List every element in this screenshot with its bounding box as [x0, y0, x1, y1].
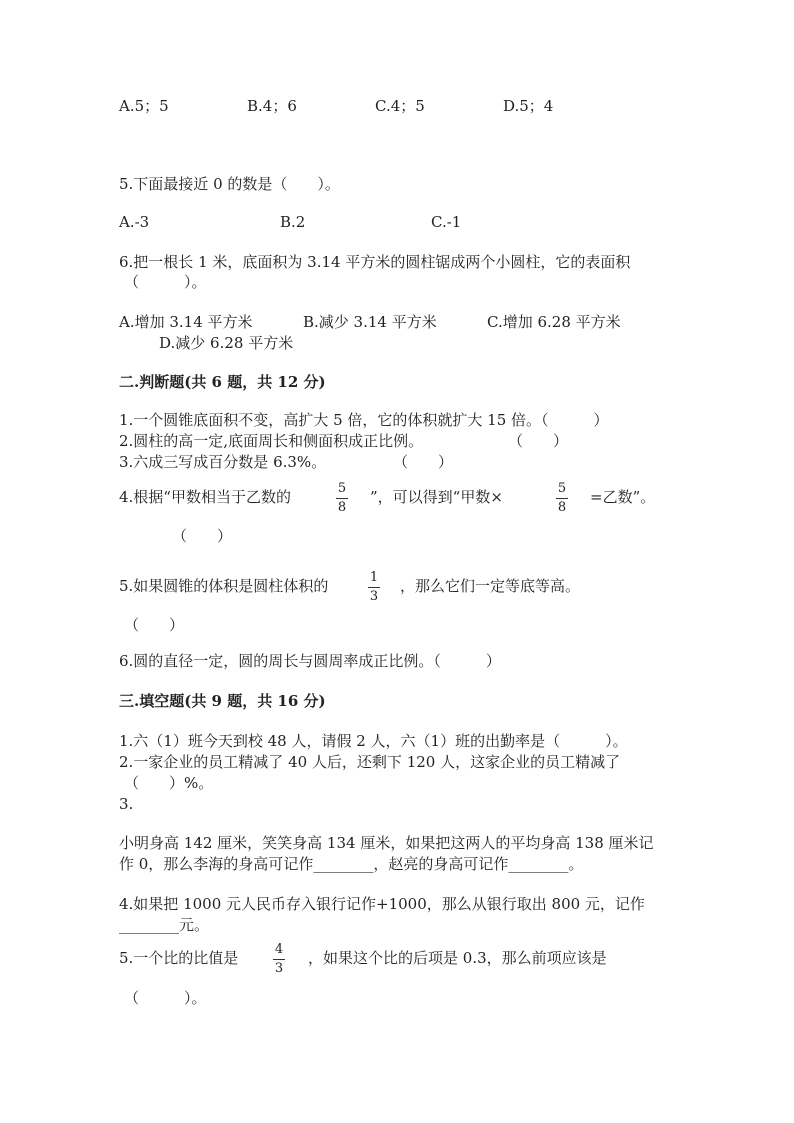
s3-item4-line2: ________元。	[119, 916, 210, 934]
s2-item5-part1: 5.如果圆锥的体积是圆柱体积的	[119, 577, 329, 595]
fraction-numerator: 4	[274, 942, 284, 957]
section3-heading: 三.填空题(共 9 题，共 16 分)	[119, 692, 326, 710]
fraction-numerator: 5	[557, 481, 567, 496]
s2-item5-fraction	[368, 571, 380, 604]
s3-item3-number: 3.	[119, 795, 134, 813]
q6-option-b: B.减少 3.14 平方米	[303, 313, 437, 331]
q4-option-a: A.5；5	[119, 97, 169, 115]
q4-option-d: D.5；4	[503, 97, 554, 115]
q5-stem: 5.下面最接近 0 的数是（ ）。	[119, 175, 340, 193]
s2-item4-fraction2	[556, 482, 568, 515]
s2-item4-part2: ”，可以得到“甲数×	[370, 488, 503, 506]
s3-item3-line2: 作 0，那么李海的身高可记作________，赵亮的身高可记作________。	[119, 855, 584, 873]
s3-item2-line1: 2.一家企业的员工精减了 40 人后，还剩下 120 人，这家企业的员工精减了	[119, 753, 621, 771]
s2-item4-part1: 4.根据“甲数相当于乙数的	[119, 488, 291, 506]
fraction-bar	[273, 959, 285, 960]
q4-option-b: B.4；6	[247, 97, 297, 115]
fraction-denominator: 8	[557, 500, 567, 515]
s3-item1: 1.六（1）班今天到校 48 人，请假 2 人，六（1）班的出勤率是（ ）。	[119, 732, 628, 750]
q6-option-a: A.增加 3.14 平方米	[119, 313, 253, 331]
q5-option-a: A.-3	[119, 213, 150, 231]
q6-option-c: C.增加 6.28 平方米	[487, 313, 621, 331]
q5-option-b: B.2	[280, 213, 306, 231]
q6-option-d: D.减少 6.28 平方米	[159, 334, 294, 352]
s2-item2-answer: （ ）	[508, 432, 569, 450]
section2-heading: 二.判断题(共 6 题，共 12 分)	[119, 373, 326, 391]
s3-item2-line2: （ ）%。	[124, 774, 214, 792]
q5-option-c: C.-1	[431, 213, 462, 231]
fraction-denominator: 3	[274, 961, 284, 976]
fraction-bar	[556, 498, 568, 499]
s2-item5-part2: ，那么它们一定等底等高。	[400, 577, 581, 595]
fraction-numerator: 5	[337, 481, 347, 496]
fraction-denominator: 3	[369, 589, 379, 604]
s2-item5-answer: （ ）	[124, 616, 185, 634]
s3-item5-part2: ，如果这个比的后项是 0.3，那么前项应该是	[308, 949, 607, 967]
s2-item3: 3.六成三写成百分数是 6.3%。	[119, 453, 327, 471]
s2-item4-fraction1	[336, 482, 348, 515]
q6-stem-line1: 6.把一根长 1 米，底面积为 3.14 平方米的圆柱锯成两个小圆柱，它的表面积	[119, 253, 631, 271]
s2-item2: 2.圆柱的高一定,底面周长和侧面积成正比例。	[119, 432, 424, 450]
s2-item4-part3: =乙数”。	[590, 488, 656, 506]
s3-item5-fraction	[273, 943, 285, 976]
s3-item3-line1: 小明身高 142 厘米，笑笑身高 134 厘米，如果把这两人的平均身高 138 厘米记	[119, 834, 654, 852]
fraction-numerator: 1	[369, 570, 379, 585]
s2-item3-answer: （ ）	[393, 453, 454, 471]
s2-item6: 6.圆的直径一定，圆的周长与圆周率成正比例。（ ）	[119, 652, 501, 670]
q4-option-c: C.4；5	[375, 97, 425, 115]
fraction-bar	[336, 498, 348, 499]
q6-stem-line2: （ ）。	[124, 273, 207, 291]
s3-item4-line1: 4.如果把 1000 元人民币存入银行记作+1000，那么从银行取出 800 元，记作	[119, 895, 645, 913]
fraction-bar	[368, 587, 380, 588]
s2-item4-answer: （ ）	[172, 527, 233, 545]
s2-item1: 1.一个圆锥底面积不变，高扩大 5 倍，它的体积就扩大 15 倍。（ ）	[119, 411, 609, 429]
s3-item5-answer: （ ）。	[124, 989, 207, 1007]
fraction-denominator: 8	[337, 500, 347, 515]
s3-item5-part1: 5.一个比的比值是	[119, 949, 239, 967]
